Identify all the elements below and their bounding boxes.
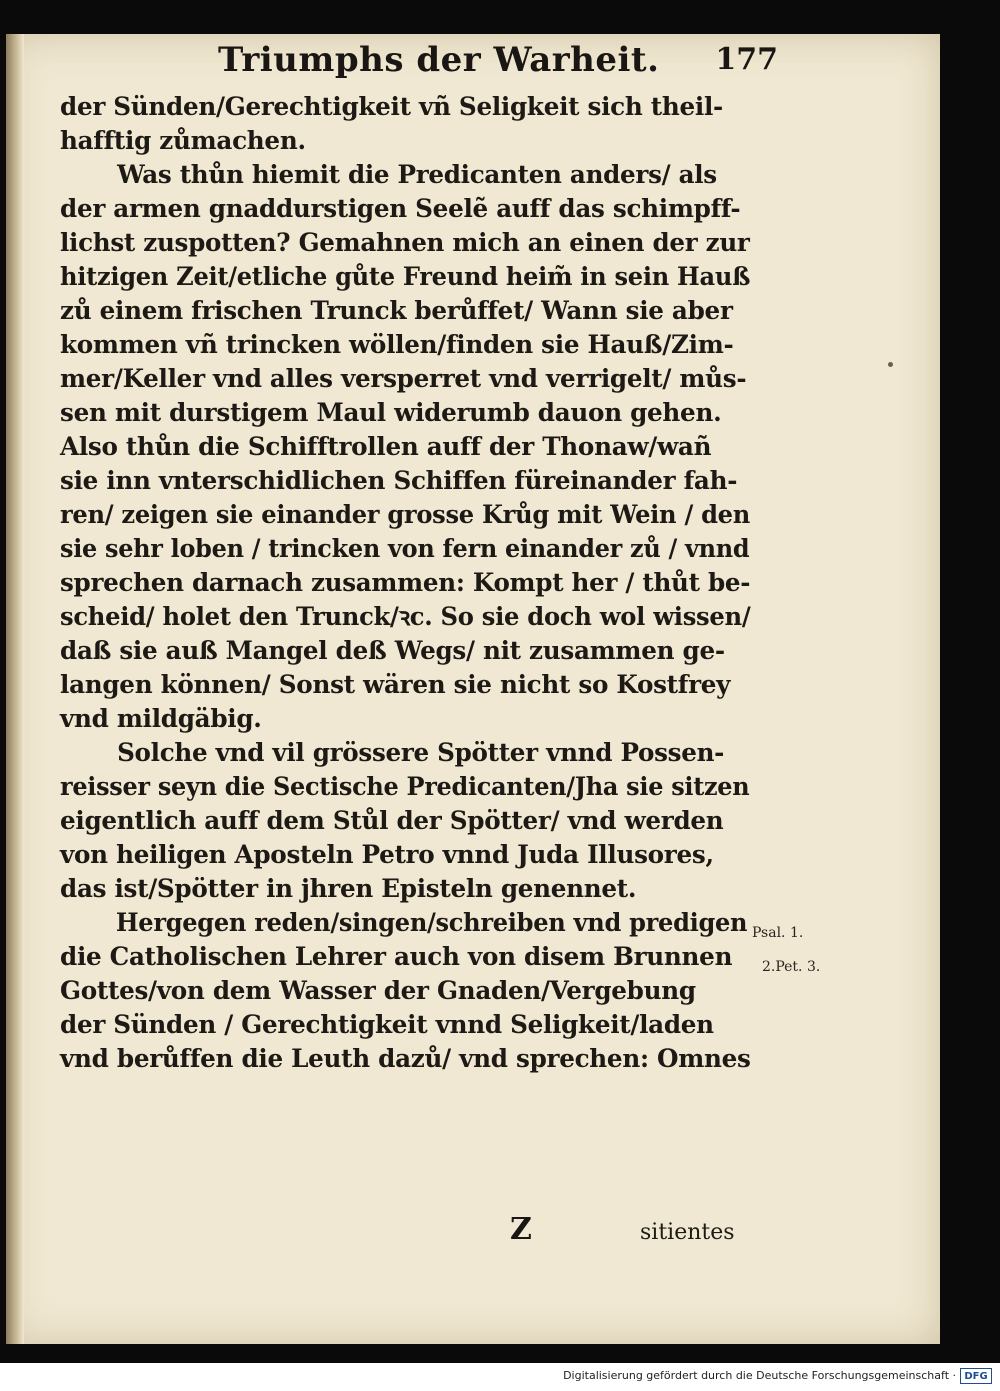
text-line: von heiligen Aposteln Petro vnnd Juda Illusores, xyxy=(60,840,714,869)
text-line: vnd berůffen die Leuth dazů/ vnd sprechen: Omnes xyxy=(60,1044,751,1073)
dfg-logo: DFG xyxy=(960,1368,992,1384)
signature-mark: Z xyxy=(510,1212,532,1247)
catchword: sitientes xyxy=(640,1220,735,1245)
text-line: sprechen darnach zusammen: Kompt her / thůt be- xyxy=(60,568,751,597)
text-line: langen können/ Sonst wären sie nicht so Kostfrey xyxy=(60,670,731,699)
text-line: lichst zuspotten? Gemahnen mich an einen der zur xyxy=(60,228,750,257)
text-line: scheid/ holet den Trunck/ꝛc. So sie doch wol wissen/ xyxy=(60,602,751,631)
text-line: sie inn vnterschidlichen Schiffen füreinander fah- xyxy=(60,466,738,495)
text-line: Hergegen reden/singen/schreiben vnd predigen xyxy=(115,908,748,937)
text-line: eigentlich auff dem Stůl der Spötter/ vnd werden xyxy=(60,806,724,835)
text-line: der armen gnaddurstigen Seelẽ auff das schimpff- xyxy=(60,194,741,223)
text-line: sie sehr loben / trincken von fern einander zů / vnnd xyxy=(60,534,750,563)
text-line: sen mit durstigem Maul widerumb dauon gehen. xyxy=(60,398,722,427)
text-line: die Catholischen Lehrer auch von disem Brunnen xyxy=(60,942,733,971)
footer-bar xyxy=(0,1363,1000,1391)
page-binding-edge xyxy=(6,34,24,1344)
text-line: der Sünden/Gerechtigkeit vñ Seligkeit sich theil- xyxy=(60,92,723,121)
ink-speck xyxy=(888,362,893,367)
page-header xyxy=(218,40,778,88)
text-line: Was thůn hiemit die Predicanten anders/ als xyxy=(117,160,717,189)
text-line: zů einem frischen Trunck berůffet/ Wann sie aber xyxy=(60,296,733,325)
text-line: mer/Keller vnd alles versperret vnd verrigelt/ můs- xyxy=(60,364,747,393)
margin-note-peter: 2.Pet. 3. xyxy=(762,959,821,975)
text-line: hitzigen Zeit/etliche gůte Freund heim̃ in sein Hauß xyxy=(60,262,751,291)
text-line: kommen vñ trincken wöllen/finden sie Hauß/Zim- xyxy=(60,330,734,359)
body-text xyxy=(60,90,760,1076)
text-line: Gottes/von dem Wasser der Gnaden/Vergebung xyxy=(60,976,696,1005)
text-line: Also thůn die Schifftrollen auff der Thonaw/wañ xyxy=(60,432,712,461)
text-line: der Sünden / Gerechtigkeit vnnd Seligkeit/laden xyxy=(60,1010,714,1039)
text-line: Solche vnd vil grössere Spötter vnnd Possen- xyxy=(117,738,725,767)
funding-credit: Digitalisierung gefördert durch die Deutsche Forschungsgemeinschaft · xyxy=(563,1369,956,1382)
text-line: daß sie auß Mangel deß Wegs/ nit zusammen ge- xyxy=(60,636,725,665)
margin-note-psalm: Psal. 1. xyxy=(752,925,804,941)
text-line: ren/ zeigen sie einander grosse Krůg mit Wein / den xyxy=(60,500,751,529)
text-line: vnd mildgäbig. xyxy=(60,704,262,733)
text-line: reisser seyn die Sectische Predicanten/Jha sie sitzen xyxy=(60,772,750,801)
page-number: 177 xyxy=(715,42,778,77)
text-line: das ist/Spötter in jhren Episteln genennet. xyxy=(60,874,637,903)
text-line: hafftig zůmachen. xyxy=(60,126,306,155)
running-head: Triumphs der Warheit. xyxy=(218,40,660,80)
